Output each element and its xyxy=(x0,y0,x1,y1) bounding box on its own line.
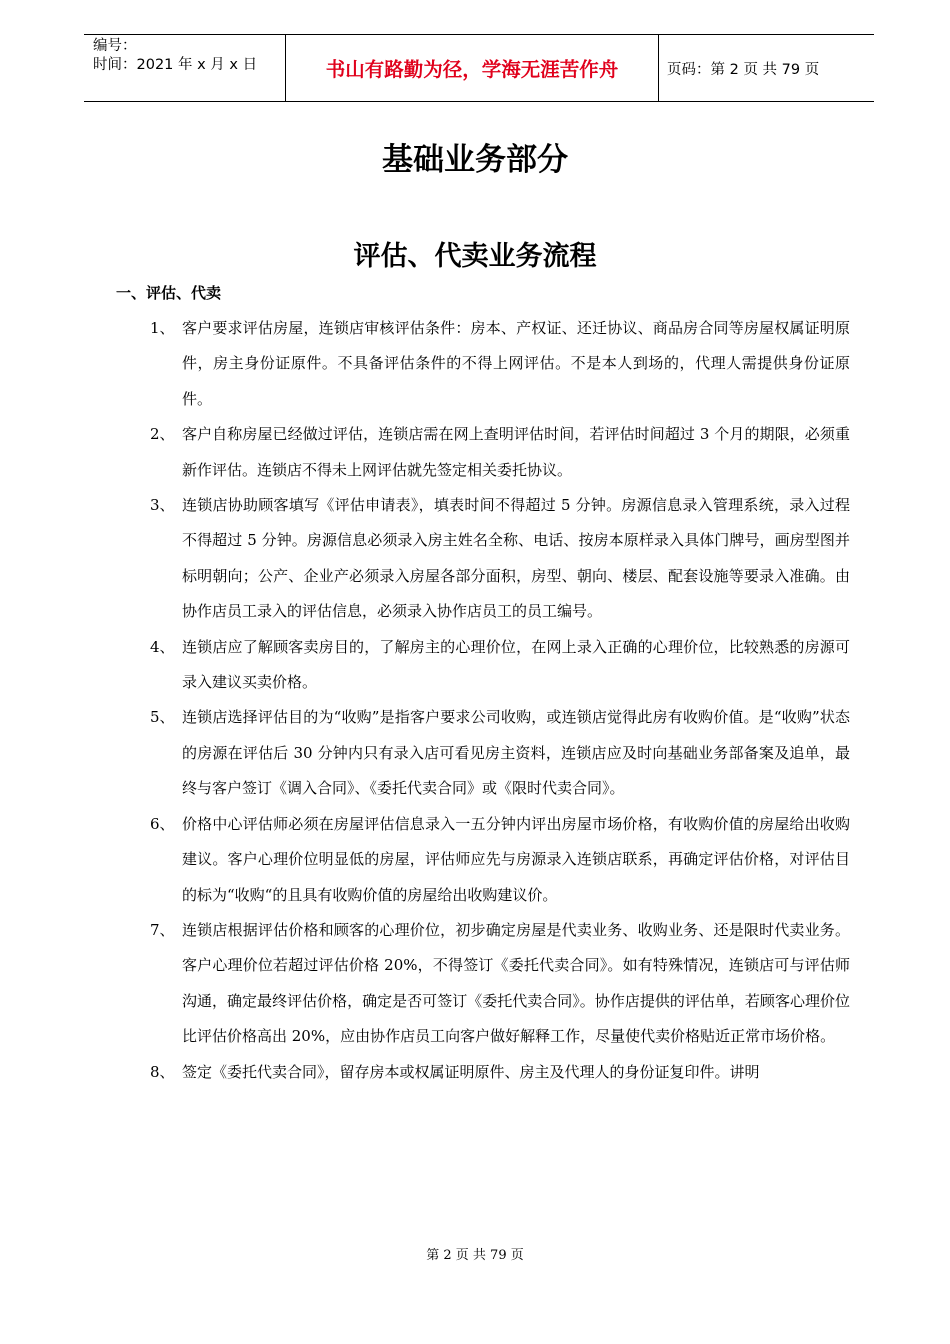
item-text: 客户自称房屋已经做过评估，连锁店需在网上查明评估时间，若评估时间超过 3 个月的期限，必须重新作评估。连锁店不得未上网评估就先签定相关委托协议。 xyxy=(182,425,850,479)
item-number: 5、 xyxy=(150,708,175,727)
motto: 书山有路勤为径，学海无涯苦作舟 xyxy=(286,35,659,101)
item-number: 2、 xyxy=(150,425,175,444)
serial-label: 编号： xyxy=(93,38,137,54)
item-text: 连锁店根据评估价格和顾客的心理价位，初步确定房屋是代卖业务、收购业务、还是限时代卖业务。客户心理价位若超过评估价格 20%，不得签订《委托代卖合同》。如有特殊情况，连锁店可与评估师沟通，确定最终评估价格，确定是否可签订《委托代卖合同》。协作店提供的评估单，若顾客心理价位比评估价格高出 20%，应由协作店员工向客户做好解释工作，尽量使代卖价格贴近正常市场价格。 xyxy=(182,920,850,1046)
list-item xyxy=(150,417,850,488)
section-heading: 一、评估、代卖 xyxy=(116,284,222,302)
header-left-cell xyxy=(84,35,286,101)
page-footer: 第 2 页 共 79 页 xyxy=(426,1248,524,1263)
item-text: 客户要求评估房屋，连锁店审核评估条件：房本、产权证、还迁协议、商品房合同等房屋权属证明原件，房主身份证原件。不具备评估条件的不得上网评估。不是本人到场的，代理人需提供身份证原件。 xyxy=(182,319,850,408)
list-item xyxy=(150,1055,850,1090)
item-number: 8、 xyxy=(150,1062,175,1081)
list-item xyxy=(150,488,850,630)
item-text: 连锁店选择评估目的为“收购”是指客户要求公司收购，或连锁店觉得此房有收购价值。是“收购”状态的房源在评估后 30 分钟内只有录入店可看见房主资料，连锁店应及时向基础业务部备案及追单，最终与客户签订《调入合同》、《委托代卖合同》或《限时代卖合同》。 xyxy=(182,708,850,798)
item-text: 连锁店应了解顾客卖房目的，了解房主的心理价位，在网上录入正确的心理价位，比较熟悉的房源可录入建议买卖价格。 xyxy=(182,637,850,692)
item-number: 4、 xyxy=(150,637,175,656)
list-item xyxy=(150,807,850,913)
list-item xyxy=(150,913,850,1055)
page-title: 基础业务部分 xyxy=(382,142,568,178)
page-subtitle: 评估、代卖业务流程 xyxy=(353,241,597,272)
item-number: 7、 xyxy=(150,920,175,939)
time-label: 时间：2021 年 x 月 x 日 xyxy=(93,57,258,73)
item-number: 1、 xyxy=(150,319,175,337)
list-item xyxy=(150,630,850,701)
item-text: 连锁店协助顾客填写《评估申请表》，填表时间不得超过 5 分钟。房源信息录入管理系统，录入过程不得超过 5 分钟。房源信息必须录入房主姓名全称、电话、按房本原样录入具体门牌号，画房型图并标明朝向；公产、企业产必须录入房屋各部分面积，房型、朝向、楼层、配套设施等要录入准确。由协作店员工录入的评估信息，必须录入协作店员工的员工编号。 xyxy=(182,496,850,621)
item-number: 3、 xyxy=(150,496,175,515)
item-text: 签定《委托代卖合同》，留存房本或权属证明原件、房主及代理人的身份证复印件。讲明 xyxy=(182,1062,760,1081)
item-text: 价格中心评估师必须在房屋评估信息录入一五分钟内评出房屋市场价格，有收购价值的房屋给出收购建议。客户心理价位明显低的房屋，评估师应先与房源录入连锁店联系，再确定评估价格，对评估目的标为“收购“的且具有收购价值的房屋给出收购建议价。 xyxy=(182,814,850,904)
list-item xyxy=(150,311,850,417)
header-table xyxy=(84,34,874,102)
item-number: 6、 xyxy=(150,814,175,833)
page-label: 页码：第 2 页 共 79 页 xyxy=(667,61,820,78)
list-item xyxy=(150,700,850,806)
procedure-list xyxy=(150,311,850,1090)
